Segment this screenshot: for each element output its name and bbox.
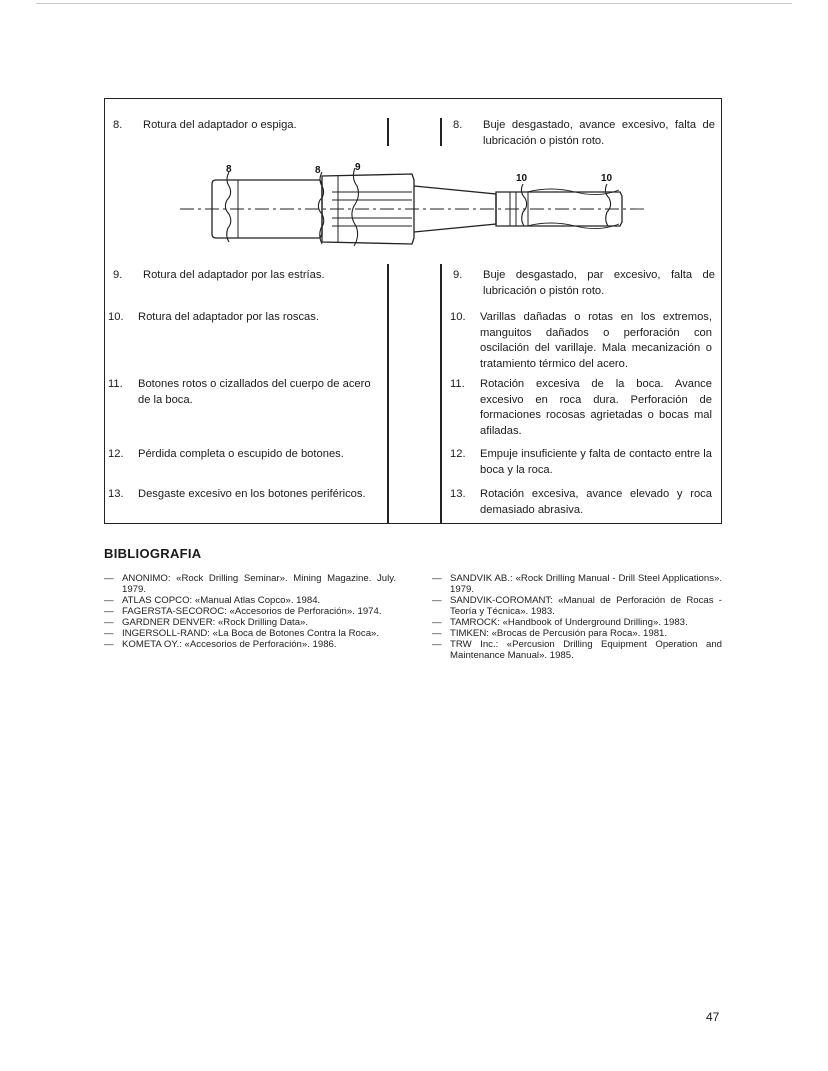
item-text: Botones rotos o cizallados del cuerpo de acero de la boca. [138, 378, 371, 406]
item-text: Desgaste excesivo en los botones periféricos. [138, 488, 366, 500]
bib-entry-text: ATLAS COPCO: «Manual Atlas Copco». 1984. [122, 595, 321, 606]
item-number: 10. [450, 311, 466, 323]
item-text: Rotura del adaptador por las roscas. [138, 311, 319, 323]
bib-entry-text: SANDVIK AB.: «Rock Drilling Manual - Drill Steel Applications». 1979. [450, 573, 722, 595]
column-divider-right-lower [440, 264, 442, 524]
bib-entry-text: FAGERSTA-SECOROC: «Accesorios de Perforación». 1974. [122, 606, 382, 617]
bib-entry [432, 595, 722, 617]
dash: — [104, 606, 114, 617]
bib-entry [104, 595, 396, 606]
item-text: Rotura del adaptador por las estrías. [143, 269, 325, 281]
bib-entry [104, 573, 396, 595]
item-number: 13. [108, 488, 124, 500]
item-text: Empuje insuficiente y falta de contacto entre la boca y la roca. [480, 448, 712, 476]
bibliography-right-column [432, 573, 722, 661]
dash: — [432, 617, 442, 628]
item-text: Rotación excesiva de la boca. Avance excesivo en roca dura. Perforación de formaciones rocosas agrietadas o bocas mal afiladas. [480, 378, 712, 437]
bib-entry [104, 606, 396, 617]
dash: — [432, 639, 442, 650]
top-rule [36, 3, 792, 4]
diagram-label-8a: 8 [226, 164, 232, 175]
bib-entry [432, 628, 722, 639]
dash: — [104, 617, 114, 628]
dash: — [432, 628, 442, 639]
page-number: 47 [706, 1010, 720, 1024]
column-divider-left [387, 118, 389, 146]
item-number: 13. [450, 488, 466, 500]
bib-entry [432, 617, 722, 628]
bib-entry-text: KOMETA OY.: «Accesorios de Perforación». 1986. [122, 639, 337, 650]
bib-entry [432, 573, 722, 595]
dash: — [104, 639, 114, 650]
diagram-label-8b: 8 [315, 165, 321, 176]
dash: — [104, 628, 114, 639]
item-text: Varillas dañadas o rotas en los extremos, manguitos dañados o perforación con oscilación del varillaje. Mala mecanización o tratamiento térmico del acero. [480, 311, 712, 370]
item-text: Rotura del adaptador o espiga. [143, 119, 297, 131]
dash: — [104, 573, 114, 584]
item-text: Rotación excesiva, avance elevado y roca demasiado abrasiva. [480, 488, 712, 516]
dash: — [432, 595, 442, 606]
diagram-label-10a: 10 [516, 173, 528, 184]
item-number: 11. [108, 378, 123, 390]
dash: — [432, 573, 442, 584]
bib-entry [104, 628, 396, 639]
bibliography-title: BIBLIOGRAFIA [104, 546, 202, 561]
bib-entry-text: GARDNER DENVER: «Rock Drilling Data». [122, 617, 309, 628]
item-number: 12. [108, 448, 124, 460]
item-number: 10. [108, 311, 124, 323]
item-text: Buje desgastado, par excesivo, falta de lubricación o pistón roto. [483, 269, 715, 297]
bib-entry [432, 639, 722, 661]
bib-entry-text: TIMKEN: «Brocas de Percusión para Roca». 1981. [450, 628, 668, 639]
item-number: 8. [453, 119, 463, 131]
bib-entry [104, 639, 396, 650]
item-number: 9. [453, 269, 463, 281]
bib-entry-text: SANDVIK-COROMANT: «Manual de Perforación de Rocas - Teoría y Técnica». 1983. [450, 595, 722, 617]
bib-entry [104, 617, 396, 628]
diagram-label-9: 9 [355, 162, 361, 173]
item-number: 9. [113, 269, 123, 281]
bib-entry-text: TAMROCK: «Handbook of Underground Drilling». 1983. [450, 617, 688, 628]
diagram-label-10b: 10 [601, 173, 613, 184]
dash: — [104, 595, 114, 606]
item-text: Buje desgastado, avance excesivo, falta de lubricación o pistón roto. [483, 119, 715, 147]
item-number: 8. [113, 119, 123, 131]
bib-entry-text: TRW Inc.: «Percusion Drilling Equipment Operation and Maintenance Manual». 1985. [450, 639, 722, 661]
item-text: Pérdida completa o escupido de botones. [138, 448, 344, 460]
column-divider-right [440, 118, 442, 146]
item-number: 12. [450, 448, 466, 460]
column-divider-left-lower [387, 264, 389, 524]
bib-entry-text: INGERSOLL-RAND: «La Boca de Botones Contra la Roca». [122, 628, 380, 639]
bib-entry-text: ANONIMO: «Rock Drilling Seminar». Mining Magazine. July. 1979. [122, 573, 396, 595]
bibliography-left-column [104, 573, 396, 650]
item-number: 11. [450, 378, 465, 390]
